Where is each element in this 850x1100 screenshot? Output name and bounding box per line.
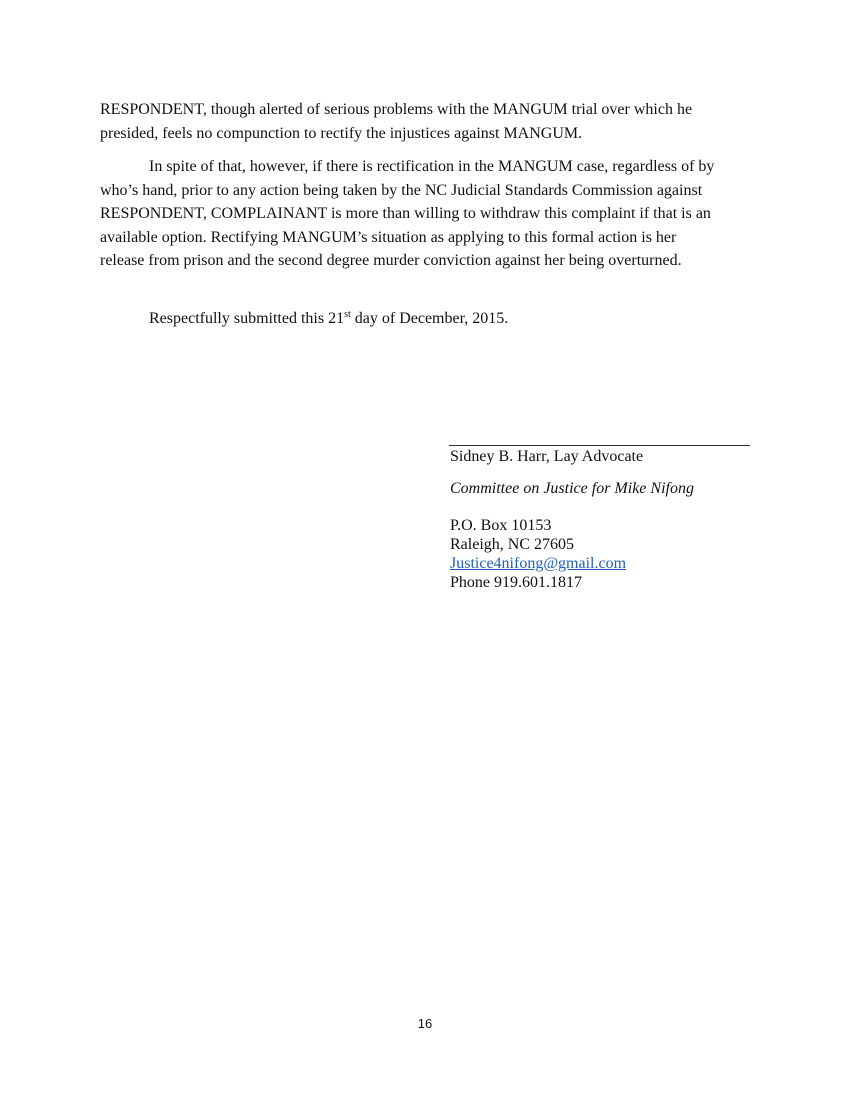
- text-line: RESPONDENT, though alerted of serious problems with the MANGUM trial over which he: [100, 101, 693, 118]
- text-line: who’s hand, prior to any action being taken by the NC Judicial Standards Commission against: [100, 181, 703, 199]
- paragraph-respondent: [100, 98, 760, 145]
- text-line: available option. Rectifying MANGUM’s situation as applying to this formal action is her: [100, 228, 677, 246]
- signer-name: Sidney B. Harr, Lay Advocate: [450, 448, 644, 465]
- email-link[interactable]: Justice4nifong@gmail.com: [450, 555, 627, 572]
- signature-line: [449, 445, 750, 446]
- ordinal-suffix: st: [344, 309, 351, 320]
- submission-statement: [149, 310, 508, 328]
- phone-number: Phone 919.601.1817: [450, 574, 582, 591]
- paragraph-rectification: [100, 155, 760, 273]
- page-number: 16: [417, 1016, 433, 1031]
- committee-name: Committee on Justice for Mike Nifong: [450, 480, 694, 497]
- submitted-text: Respectfully submitted this 21: [149, 310, 345, 327]
- text-line: RESPONDENT, COMPLAINANT is more than willing to withdraw this complaint if that is an: [100, 205, 711, 222]
- text-line: presided, feels no compunction to rectify the injustices against MANGUM.: [100, 124, 583, 142]
- po-box: P.O. Box 10153: [450, 517, 552, 534]
- submitted-date: day of December, 2015.: [350, 310, 509, 327]
- text-line: release from prison and the second degree murder conviction against her being overturned.: [100, 252, 682, 269]
- text-line: In spite of that, however, if there is rectification in the MANGUM case, regardless of by: [149, 158, 715, 175]
- city-state-zip: Raleigh, NC 27605: [450, 536, 574, 553]
